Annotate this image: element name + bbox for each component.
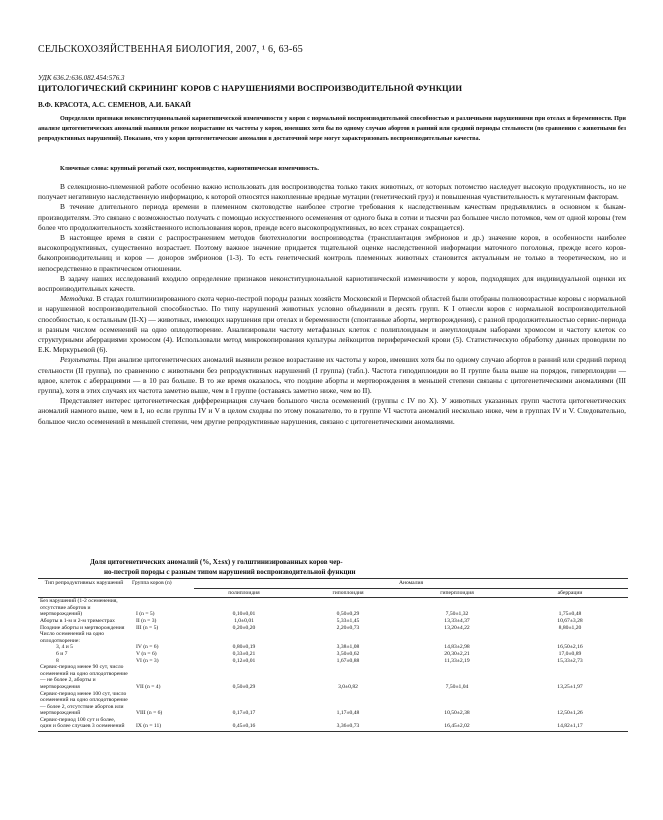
paragraph-3: В настоящее время в связи с распространением методов биотехнологии воспроизводства (трансплантация эмбрионов и др.) значение коров, в особенности наиболее высокопродуктивных, существенно возрастает. Поэтому важное значение придается тщательной оценке наследственной информации маточного поголовья, прежде всего коров-быкопроизводительниц и коров — доноров эмбрионов (1-3). То есть генетический контроль племенных животных становится актуальным не только в теоретическом, но и непосредственно в практическом отношении. (38, 233, 626, 273)
table-row (38, 691, 628, 717)
methods-text: В стадах голштинизированного скота черно-пестрой породы разных хозяйств Московской и Пермской областей были отобраны полновозрастные коровы с нормальной и нарушенной воспроизводительной способностью. По типу нарушений животных условно объединили в десять групп. К I отнесли коров с нормальной воспроизводительной способностью, к остальным (II-X) — животных, имеющих нарушения при отелах и беременности (спонтанные аборты, мертворождения), с разной продолжительностью сервис-периода и разным числом осеменений на одно оплодотворение. Анализировали частоту метафазных клеток с полиплоидным и анеуплоидным наборами хромосом и частоту клеток со структурными аберрациями хромосом (4). Использовали метод микрокопирования культуры лейкоцитов периферической крови (5). Статистическую обработку данных проводили по Е.К. Меркурьевой (6). (38, 294, 626, 355)
row-group: I (n = 5) (136, 611, 155, 618)
row-group: VI (n = 3) (136, 657, 159, 664)
table-row (38, 644, 628, 651)
row-value: 1,0±0,01 (234, 617, 254, 624)
row-label: 6 и 7 (56, 650, 68, 657)
row-value (402, 631, 512, 644)
row-label: Число осеменений на одно оплодотворение: (40, 631, 105, 644)
row-value (194, 631, 294, 644)
row-value: 14,83±2,98 (444, 644, 470, 651)
header-anomaly: Аномалия (194, 579, 628, 589)
row-group: III (n = 5) (136, 624, 159, 631)
row-value: 0,33±0,21 (232, 650, 256, 657)
results-text: При анализе цитогенетических аномалий выявили резкое возрастание их частоты у коров, имевших хотя бы по одному случаю абортов в ранний или средний период стельности (II группа), по сравнению с животными без репродуктивных нарушений (I группа) (табл.). Частота гиподиплоидии во II группе была выше на порядок, гиперплоидии — вдвое, клеток с аберрациями — в 10 раз больше. В то же время оказалось, что поздние аборты и мертворождения в меньшей степени связаны с цитогенетическими аномалиями (III группа), хотя в этих случаях их частота заметно выше, чем в I группе (оставаясь заметно ниже, чем во II). (38, 355, 626, 396)
table-row (38, 651, 628, 658)
row-value: 0,17±0,17 (232, 710, 256, 717)
methods-heading: Методика. (60, 294, 95, 304)
journal-header: СЕЛЬСКОХОЗЯЙСТВЕННАЯ БИОЛОГИЯ, 2007, ¹ 6, 63-65 (38, 44, 303, 55)
header-hypoploidy: гипоплоидия (294, 588, 402, 598)
row-value: 13,25±1,97 (557, 683, 583, 690)
table-row (38, 625, 628, 632)
table-body (38, 598, 628, 732)
abstract: Определяли признаки неконституциональной кариотипической изменчивости у коров с нормальной воспроизводительной способностью и различными нарушениями при отелах и беременности. При анализе цитогенетических аномалий выявили резкое возрастание их частоты у коров, имевших хотя бы по одному случаю абортов в ранний или средний периоды стельности (по сравнению с животными без репродуктивных нарушений). Показано, что у коров цитогенетические аномалии в достаточной мере могут характеризовать воспроизводительные качества. (38, 115, 626, 143)
row-value: 20,30±2,21 (444, 650, 470, 657)
paragraph-2: В течение длительного периода времени в племенном скотоводстве наиболее строгие требования к наследственным качествам предъявлялись в основном к быкам-производителям. Это связано с возможностью получать с помощью искусственного осеменения от одного быка в сотни и тысячи раз большее число потомков, чем от одной коровы (тем более что продолжительность хозяйственного использования коров, прежде всего высокопродуктивных, во всех странах сокращается). (38, 202, 626, 232)
row-value: 1,17±0,48 (336, 710, 360, 717)
row-value: 2,20±0,73 (336, 624, 360, 631)
paragraph-7: Представляет интерес цитогенетическая дифференциация случаев большого числа осеменений (группы с IV по X). У животных указанных групп частота цитогенетических аномалий намного выше, чем в I, но если группы IV и V в целом сходны по этому показателю, то в группе VI частота аномалий несколько ниже, чем в группах IV и V. Следовательно, большое число осеменений в меньшей степени, чем другие репродуктивные нарушения, связано с цитогенетическими аномалиями. (38, 396, 626, 426)
row-label: Сервис-период менее 100 сут, число осеменений на одно оплодотворение — более 2, отсутствие абортов или мертворождений (40, 690, 128, 717)
row-value: 7,50±1,04 (445, 683, 469, 690)
table-caption (90, 557, 580, 577)
row-label: 8 (56, 657, 59, 664)
paragraph-4: В задачу наших исследований входило определение признаков неконституциональной кариотипической изменчивости у коров, подходящих для индивидуальной оценки их воспроизводительных качеств. (38, 273, 626, 294)
row-label: Аборты в 1-м и 2-м триместрах (40, 617, 115, 624)
row-value: 0,50±0,29 (336, 611, 360, 618)
row-label: Сервис-период менее 90 сут, число осеменений на одно оплодотворение — не более 2, аборты и мертворождения (40, 664, 128, 690)
row-value: 1,67±0,88 (336, 657, 360, 664)
row-value: 16,50±2,16 (557, 644, 583, 651)
row-value: 11,33±2,19 (444, 657, 470, 664)
row-label: Сервис-период 100 сут и более, один и более случаев 3 осеменений (38, 717, 130, 732)
table-row (38, 631, 628, 644)
table-row (38, 664, 628, 690)
row-group: II (n = 3) (136, 617, 157, 624)
paper-title: ЦИТОЛОГИЧЕСКИЙ СКРИНИНГ КОРОВ С НАРУШЕНИЯМИ ВОСПРОИЗВОДИТЕЛЬНОЙ ФУНКЦИИ (38, 83, 463, 93)
row-value (512, 631, 628, 644)
row-value: 1,75±0,48 (558, 611, 582, 618)
row-value: 10,50±2,38 (444, 710, 470, 717)
row-value: 15,33±2,73 (557, 657, 583, 664)
row-value: 10,67±3,28 (557, 617, 583, 624)
row-value: 13,20±4,22 (444, 624, 470, 631)
row-value: 0,80±0,19 (232, 644, 256, 651)
row-value: 0,50±0,29 (232, 683, 256, 690)
table-row (38, 618, 628, 625)
row-value: 3,36±0,73 (294, 717, 402, 732)
table-row (38, 658, 628, 665)
table-row (38, 598, 628, 618)
paragraph-results (38, 355, 626, 396)
row-group: VIII (n = 6) (136, 710, 163, 717)
keywords: Ключевые слова: крупный рогатый скот, воспроизводство, кариотипическая изменчивость. (60, 165, 319, 172)
header-type: Тип репродуктивных нарушений (38, 579, 130, 598)
row-group: VII (n = 4) (136, 683, 161, 690)
row-value: 14,82±1,17 (512, 717, 628, 732)
results-table (38, 578, 628, 732)
row-value: 0,45±0,16 (194, 717, 294, 732)
table-row (38, 717, 628, 732)
row-value: 12,50±1,26 (557, 710, 583, 717)
row-value: 3,50±0,62 (336, 650, 360, 657)
header-group: Группа коров (n) (130, 579, 194, 598)
table-caption-line-2: но-пестрой породы с разным типом нарушений воспроизводительной функции (104, 568, 356, 576)
header-hyperploidy: гиперплоидия (402, 588, 512, 598)
results-heading: Результаты. (60, 355, 102, 365)
row-value: 3,38±1,08 (336, 644, 360, 651)
row-value: 8,80±1,20 (558, 624, 582, 631)
paragraph-1: В селекционно-племенной работе особенно важно использовать для воспроизводства только таких животных, от которых потомство наследует высокую продуктивность, но не получает негативную наследственную информацию, к которой относятся накопленные вредные мутации (генетический груз) и повышенная чувствительность к мутагенным факторам. (38, 182, 626, 202)
row-group: V (n = 6) (136, 650, 157, 657)
row-value: 0,10±0,01 (232, 611, 256, 618)
row-group (130, 631, 194, 644)
body-text (38, 182, 626, 427)
row-label: Без нарушений (1-2 осеменения, отсутствие абортов и мертворождений) (40, 598, 118, 618)
row-value: 0,12±0,01 (232, 657, 256, 664)
row-label: Поздние аборты и мертворождения (40, 624, 125, 631)
paragraph-methods (38, 294, 626, 355)
row-value: 5,33±1,45 (336, 617, 360, 624)
row-label: 3, 4 и 5 (56, 644, 73, 651)
row-value: 7,50±1,32 (445, 611, 469, 618)
row-value (294, 631, 402, 644)
header-polyploidy: полиплоидия (194, 588, 294, 598)
row-value: 13,33±4,37 (444, 617, 470, 624)
udk-code: УДК 636.2:636.082.454:576.3 (38, 74, 125, 82)
table-caption-line-1: Доля цитогенетических аномалий (%, X±sx) у голштинизированных коров чер- (90, 558, 343, 566)
row-group: IV (n = 6) (136, 644, 159, 651)
row-value: 17,0±0,89 (558, 650, 582, 657)
row-group: IX (n = 11) (130, 717, 194, 732)
header-aberrations: аберрации (512, 588, 628, 598)
row-value: 16,45±2,02 (402, 717, 512, 732)
paper-authors: В.Ф. КРАСОТА, А.С. СЕМЕНОВ, А.И. БАКАЙ (38, 101, 191, 109)
row-value: 0,20±0,20 (232, 624, 256, 631)
row-value: 3,0±0,82 (338, 683, 358, 690)
